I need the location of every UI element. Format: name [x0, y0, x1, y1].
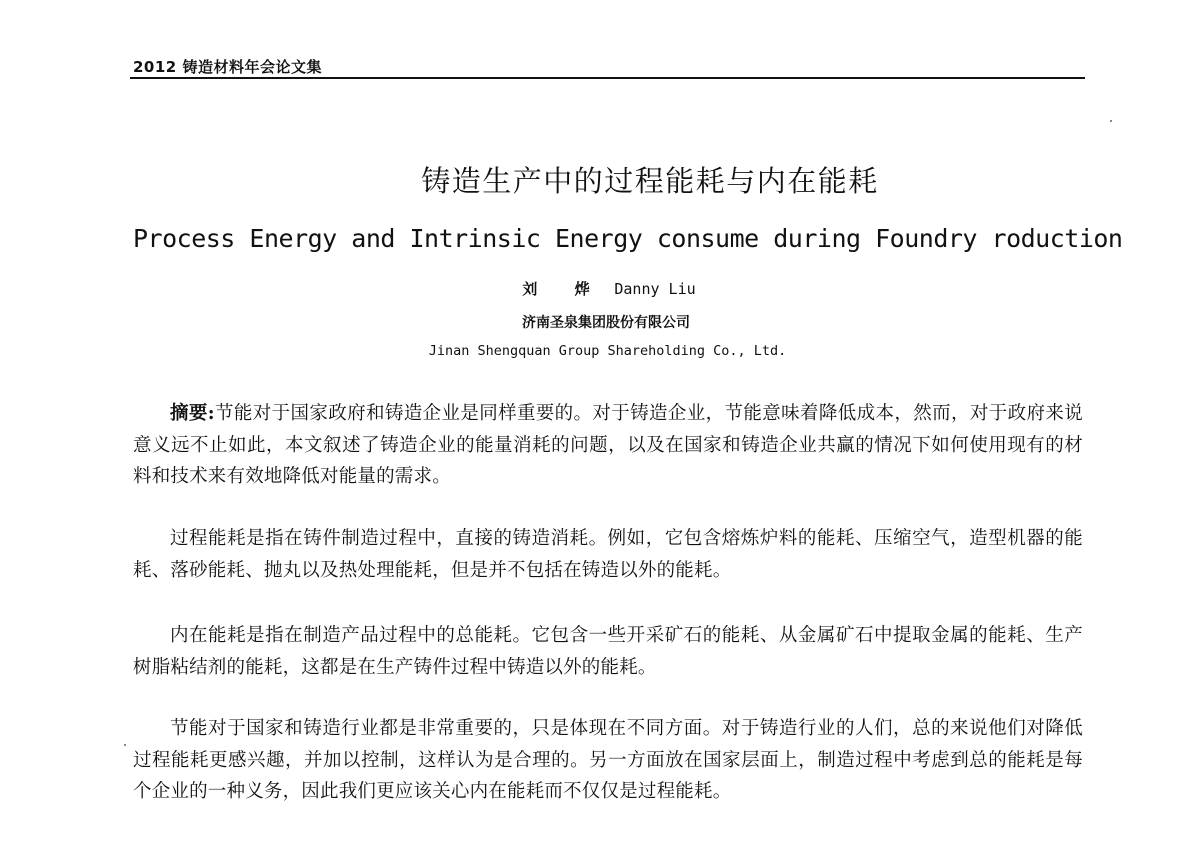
author-line — [0, 278, 1200, 299]
scan-speck — [1110, 120, 1112, 122]
body-paragraph-energy-saving: 节能对于国家和铸造行业都是非常重要的，只是体现在不同方面。对于铸造行业的人们，总的来说他们对降低过程能耗更感兴趣，并加以控制，这样认为是合理的。另一方面放在国家层面上，制造过程中考虑到总的能耗是每个企业的一种义务，因此我们更应该关心内在能耗而不仅仅是过程能耗。 — [133, 718, 1083, 802]
abstract-label: 摘要: — [170, 403, 215, 424]
affiliation-cn: 济南圣泉集团股份有限公司 — [522, 315, 690, 331]
paper-title-cn: 铸造生产中的过程能耗与内在能耗 — [421, 164, 879, 198]
body-paragraph-intrinsic-energy: 内在能耗是指在制造产品过程中的总能耗。它包含一些开采矿石的能耗、从金属矿石中提取金属的能耗、生产树脂粘结剂的能耗，这都是在生产铸件过程中铸造以外的能耗。 — [133, 625, 1083, 678]
abstract-text: 节能对于国家政府和铸造企业是同样重要的。对于铸造企业，节能意味着降低成本，然而，对于政府来说意义远不止如此，本文叙述了铸造企业的能量消耗的问题，以及在国家和铸造企业共赢的情况下如何使用现有的材料和技术来有效地降低对能量的需求。 — [133, 403, 1083, 487]
author-name-en: Danny Liu — [614, 280, 696, 298]
header-rule — [130, 77, 1085, 79]
running-header: 2012 铸造材料年会论文集 — [133, 58, 322, 76]
paper-title-en: Process Energy and Intrinsic Energy consume during Foundry roduction — [133, 224, 1123, 253]
scan-speck — [124, 744, 126, 746]
body-paragraph-process-energy: 过程能耗是指在铸件制造过程中，直接的铸造消耗。例如，它包含熔炼炉料的能耗、压缩空气，造型机器的能耗、落砂能耗、抛丸以及热处理能耗，但是并不包括在铸造以外的能耗。 — [133, 528, 1083, 581]
abstract-paragraph — [133, 398, 1083, 493]
affiliation-en: Jinan Shengquan Group Shareholding Co., Ltd. — [428, 343, 787, 359]
author-name-cn: 刘 烨 — [522, 280, 606, 298]
